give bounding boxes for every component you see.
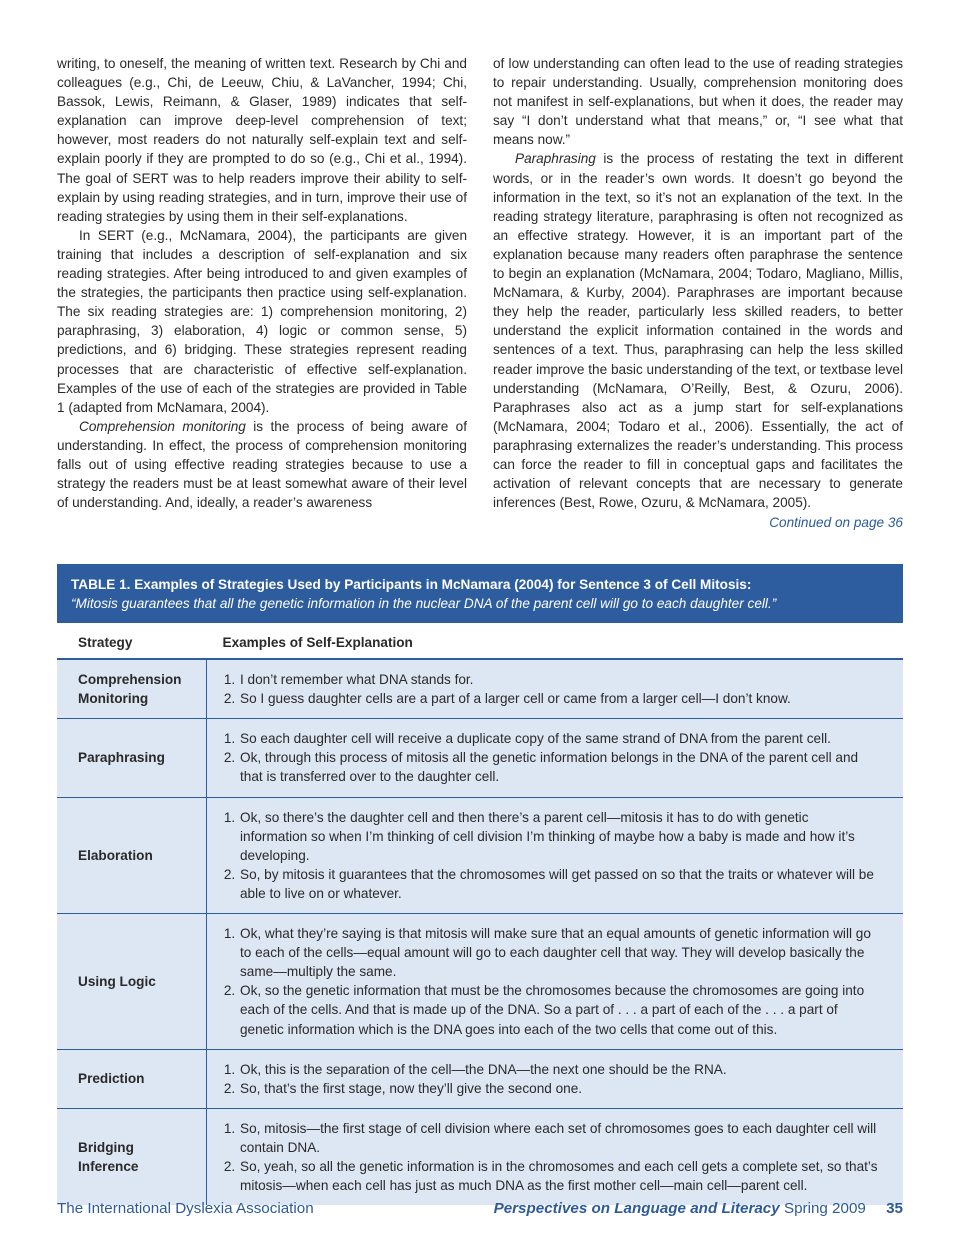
strategy-examples [207,659,904,719]
example-item: 1. Ok, so there’s the daughter cell and then there’s a parent cell—mitosis it has to do with genetic information so when I’m thinking of cell division I’m thinking of maybe how a baby is made and how it’s developing. [239,808,879,865]
table-row [57,797,903,913]
paragraph-text: is the process of being aware of understanding. In effect, the process of comprehension monitoring falls out of using effective reading strategies because to use a strategy the readers must be at least somewhat aware of their level of understanding. And, ideally, a reader’s awareness [57,418,467,511]
header-examples: Examples of Self-Explanation [207,625,904,659]
table-body [57,625,903,1205]
strategy-name: Elaboration [57,797,207,913]
strategy-name: Bridging Inference [57,1108,207,1205]
strategy-examples [207,797,904,913]
table-row [57,719,903,797]
table-caption [57,564,903,623]
footer-journal: Perspectives on Language and Literacy [493,1200,780,1217]
example-item: 1. Ok, what they’re saying is that mitosis will make sure that an equal amounts of genetic information will go to each of the cells—equal amount will go to each daughter cell that way. They will develop basically the same—multiply the same. [239,924,879,981]
page-number: 35 [886,1200,903,1217]
left-column [57,54,467,532]
continued-link[interactable]: Continued on page 36 [769,515,903,531]
header-strategy: Strategy [57,625,207,659]
paragraph: In SERT (e.g., McNamara, 2004), the participants are given training that includes a description of self-explanation and six reading strategies. After being introduced to and given examples of the strategies, the participants then practice using self-explanation. The six reading strategies are: 1) comprehension monitoring, 2) paraphrasing, 3) elaboration, 4) logic or common sense, 5) predictions, and 6) bridging. These strategies represent reading processes that are characteristic of effective self-explanation. Examples of the use of each of the strategies are provided in Table 1 (adapted from McNamara, 2004). [57,227,467,415]
example-item: 2. So, that’s the first stage, now they’ll give the second one. [239,1079,879,1098]
table-row [57,1108,903,1205]
right-column [493,54,903,532]
strategy-table [57,564,903,1205]
table-header-row [57,625,903,659]
strategy-examples [207,719,904,797]
example-item: 2. Ok, so the genetic information that must be the chromosomes because the chromosomes are going into each of the cells. And that is made up of the DNA. So a part of . . . a part of each of the . . . a part of genetic information which is the DNA goes into each of the two cells that come out of this. [239,981,879,1038]
footer-publication [494,1200,903,1217]
table-quote: “Mitosis guarantees that all the genetic information in the nuclear DNA of the parent cell will go to each daughter cell.” [71,596,777,611]
example-item: 1. Ok, this is the separation of the cell—the DNA—the next one should be the RNA. [239,1060,879,1079]
strategy-name: Paraphrasing [57,719,207,797]
table-row [57,1049,903,1108]
term-comprehension-monitoring: Comprehension monitoring [79,418,246,434]
strategy-name: Prediction [57,1049,207,1108]
example-item: 1. So, mitosis—the first stage of cell division where each set of chromosomes goes to each daughter cell will contain DNA. [239,1119,879,1157]
paragraph [57,417,467,512]
example-item: 2. So, yeah, so all the genetic information is in the chromosomes and each cell gets a complete set, so that’s mitosis—when each cell has just as much DNA as the first mother cell—main cell—parent cell. [239,1157,879,1195]
strategy-examples [207,1108,904,1205]
body-columns [57,54,903,532]
term-paraphrasing: Paraphrasing [515,151,596,167]
paragraph: writing, to oneself, the meaning of written text. Research by Chi and colleagues (e.g., Chi, de Leeuw, Chiu, & LaVancher, 1994; Chi, Bassok, Lewis, Reimann, & Glaser, 1989) indicates that self-explanation can improve deep-level comprehension of text; however, most readers do not naturally self-explain text and self-explain poorly if they are prompted to do so (e.g., Chi et al., 1994). The goal of SERT was to help readers improve their ability to self-explain by using reading strategies, and in turn, improve their use of reading strategies by using them in their self-explanations. [57,56,467,224]
footer-issue: Spring 2009 [783,1200,866,1217]
example-item: 2. So I guess daughter cells are a part of a larger cell or came from a larger cell—I don’t know. [239,689,879,708]
strategy-name: Comprehension Monitoring [57,659,207,719]
paragraph-text: is the process of restating the text in different words, or in the reader’s own words. It doesn’t go beyond the information in the text, so it’s not an explanation of the text. In the reading strategy literature, paraphrasing is often not recognized as an effective strategy. However, it is an important part of the explanation because many readers often paraphrase the sentence to begin an explanation (McNamara, 2004; Todaro, Magliano, Millis, McNamara, & Kurby, 2004). Paraphrases are important because they help the reader, particularly less skilled readers, to better understand the explicit information contained in the words and sentences of a text. Thus, paraphrasing can help the less skilled reader improve the basic understanding of the text, or textbase level understanding (McNamara, O’Reilly, Best, & Ozuru, 2006). Paraphrases also act as a jump start for self-explanations (McNamara, 2004; Todaro et al., 2006). Essentially, the act of paraphrasing externalizes the reader’s understanding. This process can force the reader to fill in conceptual gaps and facilitates the activation of relevant concepts that are necessary to generate inferences (Best, Rowe, Ozuru, & McNamara, 2005). [493,151,903,511]
page-footer [57,1200,903,1217]
strategy-examples [207,1049,904,1108]
example-item: 1. So each daughter cell will receive a duplicate copy of the same strand of DNA from the parent cell. [239,729,879,748]
table-row [57,659,903,719]
strategy-examples [207,914,904,1050]
table-row [57,914,903,1050]
paragraph: of low understanding can often lead to the use of reading strategies to repair understanding. Usually, comprehension monitoring does not manifest in self-explanations, but when it does, the reader may say “I don’t understand what that means,” or, “I see what that means now.” [493,56,903,148]
paragraph [493,149,903,512]
example-item: 1. I don’t remember what DNA stands for. [239,670,879,689]
example-item: 2. Ok, through this process of mitosis all the genetic information belongs in the DNA of the parent cell and that is transferred over to the daughter cell. [239,748,879,786]
table-title: TABLE 1. Examples of Strategies Used by Participants in McNamara (2004) for Sentence 3 of Cell Mitosis: [71,577,752,592]
example-item: 2. So, by mitosis it guarantees that the chromosomes will get passed on so that the traits or whatever will be able to live on or whatever. [239,865,879,903]
footer-organization: The International Dyslexia Association [57,1200,314,1217]
strategy-name: Using Logic [57,914,207,1050]
